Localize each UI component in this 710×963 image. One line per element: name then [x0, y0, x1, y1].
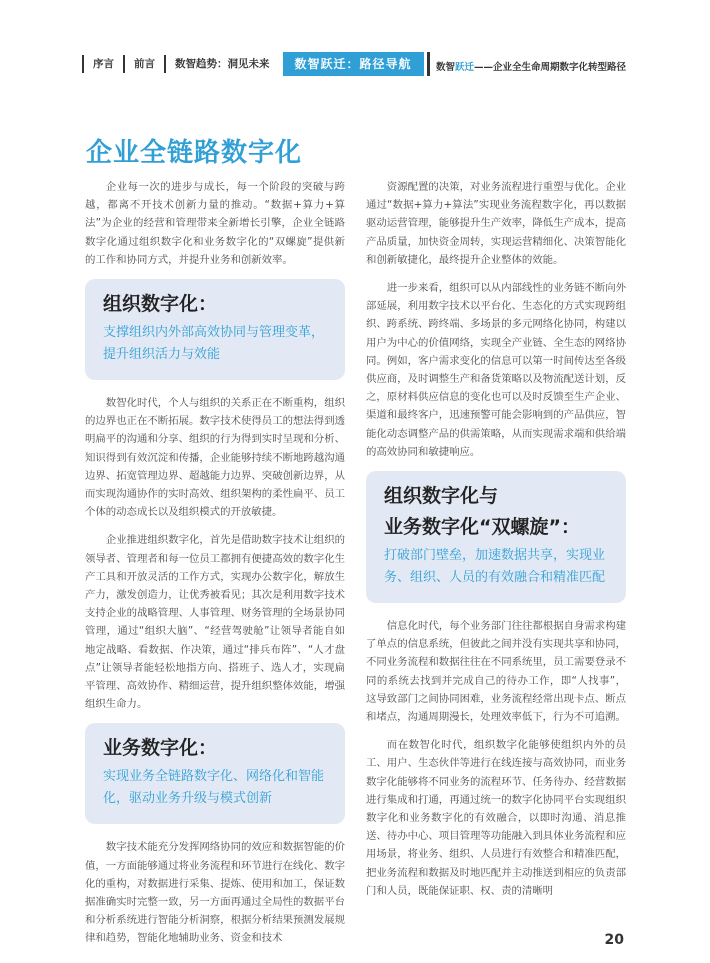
running-header-rest: ——企业全生命周期数字化转型路径 — [473, 62, 626, 73]
body-paragraph: 资源配置的决策，对业务流程进行重塑与优化。企业通过“数据+算力+算法”实现业务流程数字化，再以数据驱动运营管理，能够提升生产效率，降低生产成本，提高产品质量，加快资金周转，实现运营精细化、决策智能化和创新敏捷化，最终提升企业整体的效能。 — [366, 181, 626, 266]
nav-item-foreword[interactable]: 前言 — [123, 55, 164, 73]
body-paragraph: 企业推进组织数字化，首先是借助数字技术让组织的领导者、管理者和每一位员工都拥有便捷高效的数字化生产工具和开放灵活的工作方式，实现办公数字化，解放生产力，激发创造力，让优秀被看见；其次是利用数字技术支持企业的战略管理、人事管理、财务管理的全场景协同管理，通过“组织大脑”、“经营驾驶舱”让领导者能自如地定战略、看数据、作决策，通过“排兵布阵”、“人才盘点”让领导者能轻松地指方向、搭班子、选人才，实现扁平管理、高效协作、精细运营，提升组织整体效能，增强组织生命力。 — [85, 534, 345, 711]
right-column — [366, 178, 626, 910]
page-header — [0, 0, 710, 90]
nav-item-trends[interactable]: 数智趋势：洞见未来 — [164, 55, 279, 73]
callout-business-digitalization — [85, 723, 345, 824]
callout-title: 业务数字化： — [103, 737, 218, 760]
body-paragraph: 进一步来看，组织可以从内部线性的业务链不断向外部延展，利用数字技术以平台化、生态化的方式实现跨组织、跨系统、跨终端、多场景的多元网络化协同，构建以用户为中心的价值网络，实现全产业链、全生态的网络协同。例如，客户需求变化的信息可以第一时间传达至各级供应商，及时调整生产和备货策略以及物流配送计划，反之，原材料供应信息的变化也可以及时反馈至生产企业、渠道和最终客户，迅速预警可能会影响到的产品供应，智能化动态调整产品的供需策略，从而实现需求端和供给端的高效协同和敏捷响应。 — [366, 282, 626, 458]
page-number: 20 — [604, 932, 624, 948]
body-paragraph: 数智化时代，个人与组织的关系正在不断重构，组织的边界也正在不断拓展。数字技术使得员工的想法得到透明扁平的沟通和分享、组织的行为得到实时呈现和分析、知识得到有效沉淀和传播，企业能够持续不断地跨越沟通边界、拓宽管理边界、超越能力边界、突破创新边界，从而实现沟通协作的实时高效、组织架构的柔性扁平、员工个体的动态成长以及组织模式的开放敏捷。 — [85, 397, 345, 519]
running-header-prefix: 数智 — [435, 62, 455, 73]
callout-subtitle: 支撑组织内外部高效协同与管理变革，提升组织活力与效能 — [103, 325, 325, 363]
callout-title-line2: 业务数字化“双螺旋”： — [384, 516, 580, 539]
nav-item-preface[interactable]: 序言 — [82, 55, 123, 73]
left-column — [85, 178, 345, 958]
callout-title: 组织数字化： — [103, 293, 218, 316]
callout-double-helix — [366, 471, 626, 603]
nav-item-path-active[interactable]: 数智跃迁：路径导航 — [283, 52, 424, 76]
nav-end-bar — [427, 52, 430, 76]
chapter-nav — [82, 52, 430, 76]
callout-subtitle: 实现业务全链路数字化、网络化和智能化，驱动业务升级与模式创新 — [103, 769, 325, 807]
intro-paragraph: 企业每一次的进步与成长，每一个阶段的突破与跨越，都离不开技术创新力量的推动。“数据+算力+算法”为企业的经营和管理带来全新增长引擎，企业全链路数字化通过组织数字化和业务数字化的“双螺旋”提供新的工作和协同方式，并提升业务和创新效率。 — [85, 181, 345, 266]
body-paragraph: 信息化时代，每个业务部门往往都根据自身需求构建了单点的信息系统，但彼此之间并没有实现共享和协同，不同业务流程和数据往往在不同系统里，员工需要登录不同的系统去找到并完成自己的待办工作，即“人找事”，这导致部门之间协同困难，业务流程经常出现卡点、断点和堵点，沟通周期漫长，处理效率低下，行为不可追溯。 — [366, 620, 626, 724]
running-header — [436, 59, 626, 73]
page-title: 企业全链路数字化 — [86, 138, 303, 168]
running-header-accent: 跃迁 — [454, 62, 474, 73]
body-paragraph: 数字技术能充分发挥网络协同的效应和数据智能的价值，一方面能够通过将业务流程和环节进行在线化、数字化的重构，对数据进行采集、提炼、使用和加工，保证数据准确实时完整一致，另一方面再通过全局性的数据平台和分析系统进行智能分析洞察，根据分析结果预测发展规律和趋势，智能化地辅助业务、资金和技术 — [85, 841, 345, 945]
body-paragraph: 而在数智化时代，组织数字化能够使组织内外的员工、用户、生态伙伴等进行在线连接与高效协同，而业务数字化能够将不同业务的流程环节、任务待办、经营数据进行集成和打通，再通过统一的数字化协同平台实现组织数字化和业务数字化的有效融合，以即时沟通、消息推送、待办中心、项目管理等功能融入到具体业务流程和应用场景，将业务、组织、人员进行有效整合和精准匹配，把业务流程和数据及时地匹配并主动推送到相应的负责部门和人员，既能保证职、权、责的清晰明 — [366, 739, 626, 897]
callout-title-line1: 组织数字化与 — [384, 485, 499, 508]
callout-subtitle: 打破部门壁垒，加速数据共享，实现业务、组织、人员的有效融合和精准匹配 — [384, 548, 606, 586]
callout-org-digitalization — [85, 279, 345, 380]
